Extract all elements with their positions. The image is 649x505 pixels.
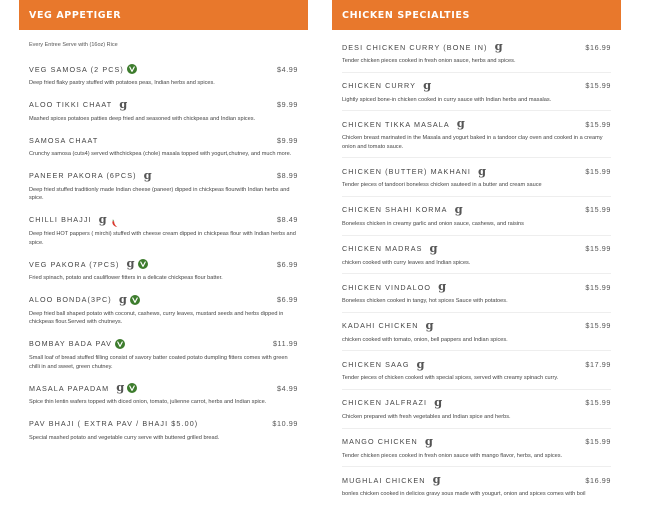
menu-item-title (342, 356, 425, 371)
menu-item-description: Crunchy samosa (cuts4) served withchickpea (chole) masala topped with yogurt,chutney, and much more. (29, 151, 292, 158)
menu-item-name: CHICKEN JALFRAZI (342, 398, 428, 408)
menu-item-description: chicken cooked with curry leaves and Indian spices. (342, 259, 471, 266)
menu-item-header (342, 396, 611, 410)
menu-item (342, 203, 611, 236)
menu-item (29, 381, 298, 407)
chicken-specialties-column (332, 0, 621, 498)
menu-item-name: CHICKEN SAAG (342, 359, 410, 369)
menu-item-title (29, 136, 98, 145)
menu-item-name: PAV BHAJI ( EXTRA PAV / BHAJI $5.00) (29, 419, 199, 429)
menu-item-price: $11.99 (272, 339, 298, 349)
menu-item-price: $6.99 (277, 295, 298, 305)
menu-item-header (342, 164, 611, 178)
menu-item-price: $15.99 (585, 321, 611, 331)
gluten-free-icon: g (423, 77, 432, 92)
menu-item-title (29, 170, 152, 182)
menu-item-description: Boneless chicken in creamy garlic and onion sauce, cashews, and raisins (342, 220, 524, 227)
menu-item-description: Boneless chicken cooked in tangy, hot spices Sauce with potatoes. (342, 298, 508, 305)
menu-item-description: Deep fried flaky pastry stuffed with potatoes peas, Indian herbs and spices. (29, 80, 215, 86)
menu-item-description: Chicken breast marinated in the Masala and yogurt baked in a tandoor clay oven and cooked in a creamy onion and tomato sauce. (342, 135, 603, 150)
menu-item-price: $16.99 (585, 475, 611, 485)
menu-item-price: $8.49 (277, 215, 298, 225)
menu-item-price: $4.99 (277, 383, 298, 393)
menu-item-title (342, 163, 487, 178)
menu-item-name: PANEER PAKORA (6PCS) (29, 171, 137, 181)
menu-item (342, 117, 611, 158)
vegan-icon (115, 339, 125, 349)
gluten-free-icon: g (119, 96, 128, 111)
menu-item-price: $9.99 (277, 135, 298, 145)
menu-item-title (342, 204, 463, 216)
gluten-free-icon: g (434, 395, 443, 410)
menu-item (342, 79, 611, 112)
menu-item-header (342, 79, 611, 93)
menu-item-name: ALOO TIKKI CHAAT (29, 100, 113, 110)
menu-item-description: Tender pieces of tandoori boneless chicken sauteed in a butter and cream sauce (342, 182, 542, 189)
menu-item-price: $4.99 (277, 64, 298, 74)
gluten-free-icon: g (438, 279, 447, 294)
menu-item-name: BOMBAY BADA PAV (29, 339, 113, 349)
menu-item (342, 473, 611, 505)
menu-item-name: DESI CHICKEN CURRY (BONE IN) (342, 42, 488, 52)
menu-item-name: VEG PAKORA (7PCS) (29, 259, 120, 269)
menu-item-title (342, 397, 442, 409)
section-header-chicken: CHICKEN SPECIALTIES (332, 0, 621, 30)
menu-item-title (342, 320, 434, 332)
gluten-free-icon: g (98, 212, 107, 227)
menu-item-price: $9.99 (277, 100, 298, 110)
menu-item-description: bonles chicken cooked in delicios gravy sous made with yougurt, onion and spices comes with boil (342, 491, 586, 498)
menu-item-description: Deep fried HOT pappers ( mirchi) stuffed with cheese cream dipped in chickpeas flour with Indian herbs and spice. (29, 230, 296, 246)
menu-item-price: $15.99 (585, 205, 611, 215)
gluten-free-icon: g (126, 256, 135, 271)
menu-item-header (29, 293, 298, 307)
menu-item-title (342, 41, 503, 53)
menu-item-description: Special mashed potato and vegetable curry serve with buttered grilled bread. (29, 434, 220, 441)
menu-item-price: $15.99 (585, 244, 611, 254)
menu-item-header (342, 357, 611, 371)
gluten-free-icon: g (425, 318, 434, 332)
menu-item-title (342, 474, 441, 486)
menu-item-header (342, 473, 611, 487)
gluten-free-icon: g (494, 39, 503, 54)
vegan-icon (127, 383, 137, 393)
gluten-free-icon: g (118, 292, 127, 306)
menu-item (342, 242, 611, 275)
menu-item-name: CHICKEN VINDALOO (342, 282, 432, 292)
menu-item-description: Tender chicken pieces cooked in fresh onion sauce with mango flavor, herbs, and spices. (342, 452, 563, 459)
menu-item (29, 62, 298, 88)
menu-item (29, 293, 298, 327)
menu-item (29, 213, 298, 247)
menu-item-title (342, 240, 438, 255)
menu-item-description: Spice thin lentin wafers topped with diced onion, tomato, julienne carrot, herbs and Indian spice. (29, 399, 267, 406)
vegan-icon (138, 259, 148, 269)
menu-item-price: $17.99 (585, 359, 611, 369)
gluten-free-icon: g (429, 240, 438, 255)
menu-item (342, 357, 611, 390)
gluten-free-icon: g (478, 163, 487, 178)
menu-item-header (342, 435, 611, 449)
menu-item-price: $15.99 (585, 166, 611, 176)
menu-item-description: Deep fried stuffed traditionly made Indian cheese (paneer) dipped in chickpeas flourwith Indian herbs and spice. (29, 186, 290, 202)
vegan-icon (130, 295, 140, 305)
menu-item-price: $15.99 (585, 119, 611, 129)
gluten-free-icon: g (416, 356, 425, 371)
menu-item-header (29, 169, 298, 183)
menu-item-name: CHICKEN (BUTTER) MAKHANI (342, 166, 472, 176)
chili-icon (110, 215, 119, 224)
menu-item-name: CHICKEN SHAHI KORMA (342, 205, 448, 215)
menu-item-description: Tender pieces of chicken cooked with special spices, served with creamy spinach curry. (342, 375, 559, 382)
intro-note: Every Entree Serve with (16oz) Rice (29, 42, 118, 48)
gluten-free-icon: g (432, 472, 441, 487)
section-header-veg: VEG APPETIGER (19, 0, 308, 30)
menu-item-name: MANGO CHICKEN (342, 437, 418, 447)
menu-item (29, 133, 298, 159)
menu-item-title (29, 258, 148, 270)
menu-item-header (29, 257, 298, 271)
menu-item (342, 40, 611, 73)
menu-item-description: Lightly spiced bone-in chicken cooked in curry sauce with Indian herbs and masalas. (342, 96, 552, 103)
menu-item-header (342, 203, 611, 217)
gluten-free-icon: g (143, 168, 152, 183)
menu-item-description: Mashed spices potatoes patties deep fried and seasoned with chickpeas and Indian spices. (29, 115, 256, 122)
menu-item-header (342, 117, 611, 131)
menu-item-description: Deep fried ball shaped potato with coconut, cashews, curry leaves, mustard seeds and herbs dipped in chickpeas flour.Served with chutneys. (29, 310, 284, 326)
menu-item-price: $15.99 (585, 437, 611, 447)
menu-item-name: MASALA PAPADAM (29, 383, 110, 393)
gluten-free-icon: g (456, 116, 465, 131)
menu-item-title (29, 339, 125, 349)
menu-item-title (29, 96, 128, 111)
vegan-icon (127, 64, 137, 74)
menu-item-name: VEG SAMOSA (2 PCS) (29, 64, 124, 74)
chicken-item-list (332, 40, 621, 505)
menu-item-name: CHICKEN MADRAS (342, 244, 423, 254)
menu-item-header (342, 242, 611, 256)
menu-item (29, 337, 298, 371)
menu-item (342, 396, 611, 429)
veg-item-list (19, 62, 308, 442)
menu-item-price: $15.99 (585, 81, 611, 91)
veg-appetizer-column (19, 0, 308, 482)
menu-item-title (342, 281, 446, 293)
menu-item-header (29, 213, 298, 227)
menu-item-header (29, 98, 298, 112)
menu-item-name: ALOO BONDA(3PC) (29, 295, 112, 305)
menu-item-header (342, 319, 611, 333)
menu-item-header (342, 40, 611, 54)
menu-item-description: chicken cooked with tomato, onion, bell pappers and Indian spices. (342, 336, 508, 343)
menu-item-description: Chicken prepared with fresh vegetables and Indian spice and herbs. (342, 413, 511, 420)
menu-item-header (29, 417, 298, 431)
menu-item-name: MUGHLAI CHICKEN (342, 475, 426, 485)
menu-item-price: $10.99 (272, 419, 298, 429)
menu-item (342, 435, 611, 468)
menu-item-name: CHILLI BHAJJI (29, 215, 92, 225)
menu-item-price: $6.99 (277, 259, 298, 269)
menu-item-name: KADAHI CHICKEN (342, 321, 419, 331)
gluten-free-icon: g (116, 380, 125, 395)
menu-item-description: Small loaf of bread stuffed filling consist of savory batter coated potato dumpling fitters comes with green chilli in and sweet, green chutney. (29, 354, 288, 370)
menu-item-header (342, 280, 611, 294)
menu-item-price: $15.99 (585, 398, 611, 408)
menu-item (29, 257, 298, 283)
menu-item-title (342, 77, 432, 92)
gluten-free-icon: g (424, 433, 433, 448)
menu-item-name: CHICKEN TIKKA MASALA (342, 119, 450, 129)
menu-item-description: Fried spinach, potato and cauliflower fitters in a delicate chickpeas flour batter. (29, 275, 223, 282)
menu-item (29, 98, 298, 124)
menu-item-title (29, 294, 140, 306)
menu-item-title (342, 433, 433, 448)
menu-item-price: $15.99 (585, 282, 611, 292)
menu-item (29, 169, 298, 203)
menu-item (342, 319, 611, 352)
menu-item-description: Tender chicken pieces cooked in fresh onion sauce, herbs and spices. (342, 58, 516, 64)
menu-item (29, 417, 298, 443)
menu-item-name: CHICKEN CURRY (342, 81, 417, 91)
menu-item-title (29, 64, 137, 74)
menu-item-title (29, 214, 119, 226)
menu-item (342, 280, 611, 313)
menu-item-header (29, 337, 298, 351)
gluten-free-icon: g (454, 202, 463, 217)
menu-item-header (29, 62, 298, 76)
menu-item-title (342, 118, 465, 130)
menu-item (342, 164, 611, 197)
menu-item-name: SAMOSA CHAAT (29, 135, 99, 145)
menu-item-header (29, 133, 298, 147)
menu-item-title (29, 382, 137, 394)
menu-item-title (29, 419, 198, 428)
menu-item-header (29, 381, 298, 395)
menu-item-price: $8.99 (277, 171, 298, 181)
menu-item-price: $16.99 (585, 42, 611, 52)
